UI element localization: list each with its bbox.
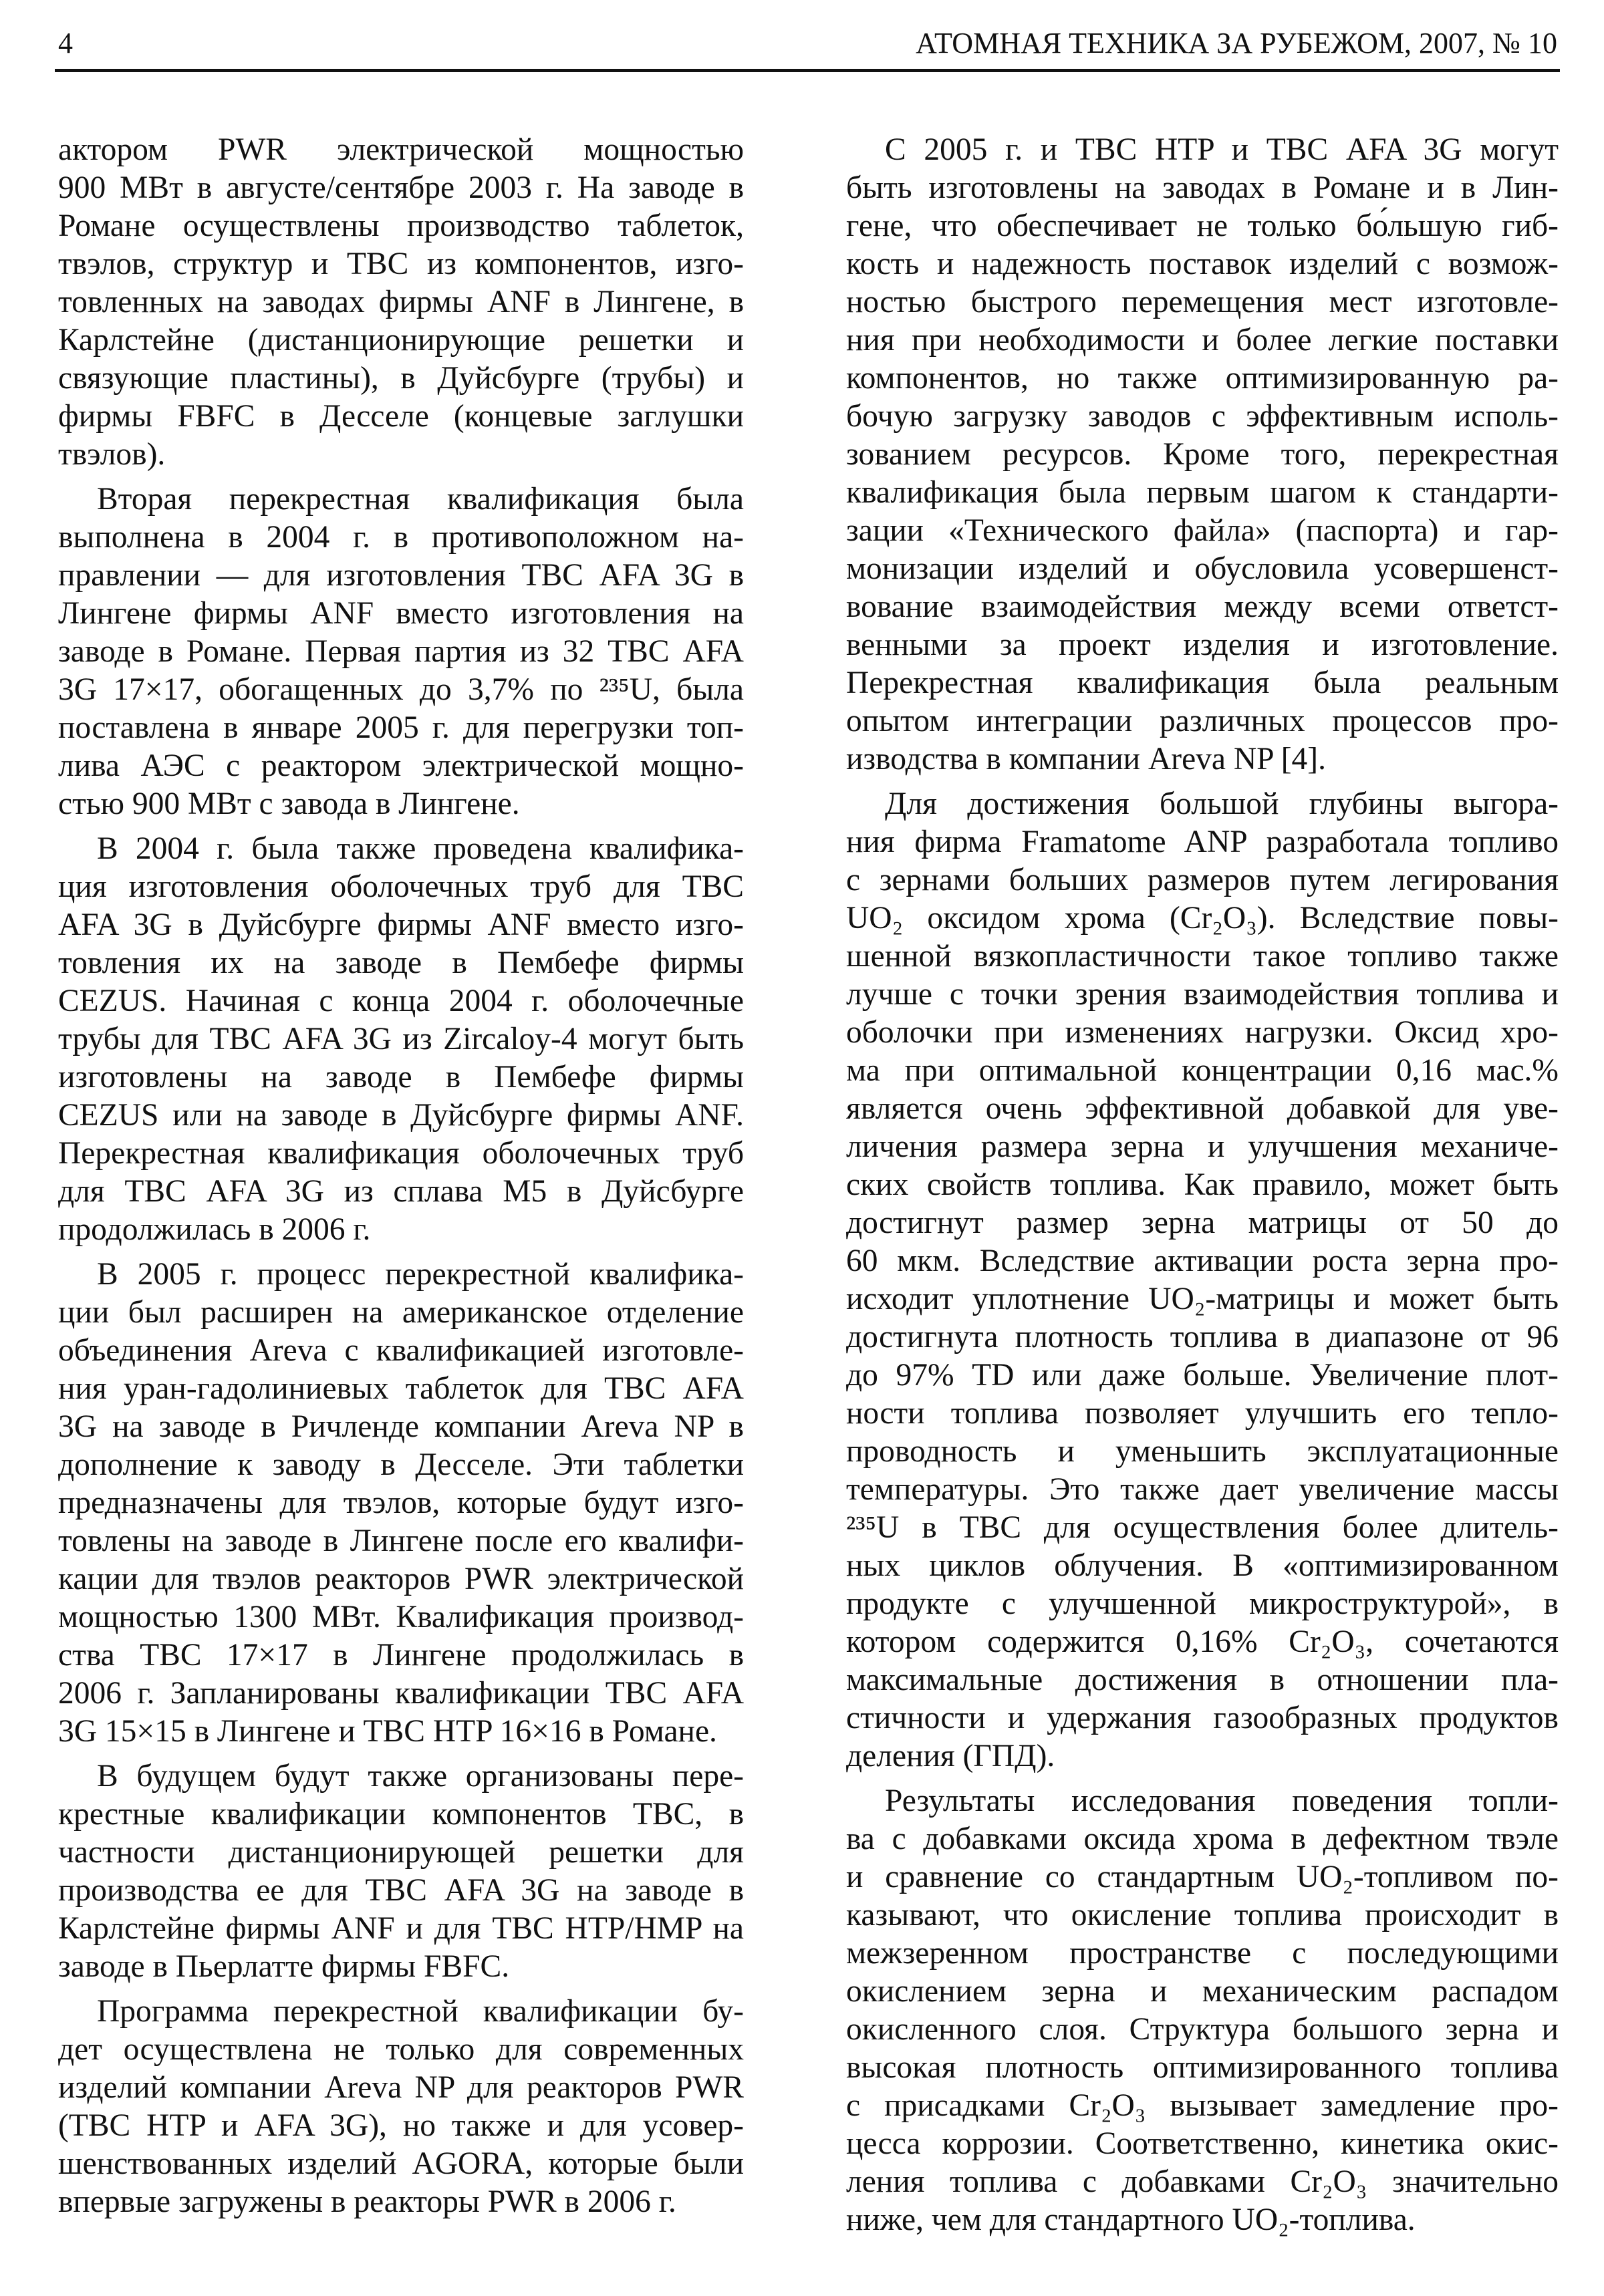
text-line: (ТВС HTP и AFA 3G), но также и для усовер- bbox=[58, 2108, 744, 2143]
text-line: ниже, чем для стандартного UO₂-топлива. bbox=[846, 2202, 1416, 2237]
text-line: выполнена в 2004 г. в противоположном на- bbox=[58, 520, 744, 555]
text-line: крестные квалификации компонентов ТВС, в bbox=[58, 1797, 744, 1832]
text-line: ских свойств топлива. Как правило, может быть bbox=[846, 1167, 1559, 1202]
text-line: вование взаимодействия между всеми ответст- bbox=[846, 589, 1559, 624]
text-line: является очень эффективной добавкой для уве- bbox=[846, 1091, 1559, 1126]
text-line: ция изготовления оболочечных труб для ТВС bbox=[58, 869, 744, 904]
paragraph bbox=[58, 131, 744, 474]
header-rule bbox=[55, 69, 1560, 72]
text-line: гене, что обеспечивает не только бо́льшую гиб- bbox=[846, 208, 1559, 243]
text-line: с присадками Cr₂O₃ вызывает замедление про- bbox=[846, 2088, 1559, 2123]
text-line: монизации изделий и обусловила усовершенст- bbox=[846, 551, 1559, 586]
page-number: 4 bbox=[58, 27, 73, 59]
text-line: дополнение к заводу в Десселе. Эти таблетки bbox=[58, 1447, 744, 1482]
text-line: котором содержится 0,16% Cr₂O₃, сочетаются bbox=[846, 1624, 1559, 1659]
text-line: В будущем будут также организованы пере- bbox=[97, 1759, 744, 1793]
paragraph bbox=[58, 830, 744, 1249]
text-line: казывают, что окисление топлива происходит в bbox=[846, 1898, 1559, 1932]
paragraph bbox=[846, 785, 1559, 1775]
text-line: 60 мкм. Вследствие активации роста зерна про- bbox=[846, 1244, 1559, 1278]
text-line: Перекрестная квалификация была реальным bbox=[846, 666, 1559, 700]
text-line: венными за проект изделия и изготовление. bbox=[846, 627, 1559, 662]
text-line: 900 МВт в августе/сентябре 2003 г. На заводе в bbox=[58, 170, 744, 205]
text-line: связующие пластины), в Дуйсбурге (трубы) и bbox=[58, 361, 744, 396]
text-line: ления топлива с добавками Cr₂O₃ значительно bbox=[846, 2164, 1559, 2199]
text-line: UO₂ оксидом хрома (Cr₂O₃). Вследствие повы- bbox=[846, 901, 1559, 936]
text-line: частности дистанционирующей решетки для bbox=[58, 1835, 744, 1870]
text-line: зации «Технического файла» (паспорта) и гар- bbox=[846, 513, 1559, 548]
text-line: и сравнение со стандартным UO₂-топливом по- bbox=[846, 1860, 1559, 1894]
text-line: ностью быстрого перемещения мест изготовле- bbox=[846, 285, 1559, 319]
text-line: Для достижения большой глубины выгора- bbox=[885, 786, 1559, 821]
text-line: до 97% TD или даже больше. Увеличение плот- bbox=[846, 1358, 1559, 1393]
text-line: зованием ресурсов. Кроме того, перекрестная bbox=[846, 437, 1559, 472]
text-line: заводе в Романе. Первая партия из 32 ТВС AFA bbox=[58, 634, 744, 669]
text-line: кации для твэлов реакторов PWR электрической bbox=[58, 1562, 744, 1596]
text-line: оболочки при изменениях нагрузки. Оксид хро- bbox=[846, 1015, 1559, 1050]
text-line: опытом интеграции различных процессов про- bbox=[846, 704, 1559, 738]
text-line: ва с добавками оксида хрома в дефектном твэле bbox=[846, 1822, 1559, 1856]
text-line: Результаты исследования поведения топли- bbox=[885, 1783, 1559, 1818]
text-line: С 2005 г. и ТВС HTP и ТВС AFA 3G могут bbox=[885, 132, 1559, 167]
text-line: максимальные достижения в отношении пла- bbox=[846, 1663, 1559, 1697]
text-line: ма при оптимальной концентрации 0,16 мас.% bbox=[846, 1053, 1559, 1088]
text-line: достигнут размер зерна матрицы от 50 до bbox=[846, 1205, 1559, 1240]
text-line: Программа перекрестной квалификации бу- bbox=[97, 1994, 744, 2029]
text-line: актором PWR электрической мощностью bbox=[58, 132, 744, 167]
text-line: ции был расширен на американское отделение bbox=[58, 1295, 744, 1330]
text-line: шенной вязкопластичности такое топливо также bbox=[846, 939, 1559, 974]
paragraph bbox=[58, 1256, 744, 1751]
text-line: с зернами больших размеров путем легирования bbox=[846, 863, 1559, 897]
text-line: фирмы FBFC в Десселе (концевые заглушки bbox=[58, 399, 744, 434]
text-line: 3G на заводе в Ричленде компании Areva NP в bbox=[58, 1409, 744, 1444]
paragraph bbox=[58, 480, 744, 823]
text-line: правлении — для изготовления ТВС AFA 3G в bbox=[58, 558, 744, 593]
paragraph bbox=[58, 1757, 744, 1986]
text-line: окисленного слоя. Структура большого зерна и bbox=[846, 2012, 1559, 2047]
left-column bbox=[58, 131, 744, 2228]
text-line: бочую загрузку заводов с эффективным исполь- bbox=[846, 399, 1559, 434]
text-line: шенствованных изделий AGORA, которые были bbox=[58, 2146, 744, 2181]
text-line: Карлстейне фирмы ANF и для ТВС HTP/HMP на bbox=[58, 1911, 744, 1946]
text-line: ства ТВС 17×17 в Лингене продолжилась в bbox=[58, 1638, 744, 1673]
paragraph bbox=[846, 131, 1559, 778]
paragraph bbox=[58, 1993, 744, 2221]
text-line: квалификация была первым шагом к стандарти- bbox=[846, 475, 1559, 510]
text-line: быть изготовлены на заводах в Романе и в Лин- bbox=[846, 170, 1559, 205]
text-line: 2006 г. Запланированы квалификации ТВС AFA bbox=[58, 1676, 744, 1711]
journal-running-title: АТОМНАЯ ТЕХНИКА ЗА РУБЕЖОМ, 2007, № 10 bbox=[916, 27, 1557, 59]
text-line: цесса коррозии. Соответственно, кинетика окис- bbox=[846, 2126, 1559, 2161]
text-line: заводе в Пьерлатте фирмы FBFC. bbox=[58, 1949, 510, 1984]
text-line: Вторая перекрестная квалификация была bbox=[97, 482, 744, 517]
text-line: окислением зерна и механическим распадом bbox=[846, 1974, 1559, 2009]
text-line: изделий компании Areva NP для реакторов PWR bbox=[58, 2070, 744, 2105]
text-line: продолжилась в 2006 г. bbox=[58, 1212, 371, 1247]
text-line: изводства в компании Areva NP [4]. bbox=[846, 742, 1326, 776]
text-line: стью 900 МВт с завода в Лингене. bbox=[58, 786, 520, 821]
text-line: В 2005 г. процесс перекрестной квалифика- bbox=[97, 1257, 744, 1292]
text-line: ности топлива позволяет улучшить его тепло- bbox=[846, 1396, 1559, 1431]
right-column bbox=[846, 131, 1559, 2246]
text-line: Перекрестная квалификация оболочечных труб bbox=[58, 1136, 744, 1171]
text-line: исходит уплотнение UO₂-матрицы и может быть bbox=[846, 1282, 1559, 1316]
paragraph bbox=[846, 1782, 1559, 2239]
text-line: трубы для ТВС AFA 3G из Zircaloy-4 могут быть bbox=[58, 1022, 744, 1056]
text-line: ных циклов облучения. В «оптимизированном bbox=[846, 1548, 1559, 1583]
text-line: 3G 17×17, обогащенных до 3,7% по ²³⁵U, была bbox=[58, 672, 744, 707]
text-line: ния уран-гадолиниевых таблеток для ТВС AFA bbox=[58, 1371, 744, 1406]
text-line: Лингене фирмы ANF вместо изготовления на bbox=[58, 596, 744, 631]
text-line: личения размера зерна и улучшения механиче- bbox=[846, 1129, 1559, 1164]
text-line: ния при необходимости и более легкие поставки bbox=[846, 323, 1559, 357]
text-line: AFA 3G в Дуйсбурге фирмы ANF вместо изго- bbox=[58, 907, 744, 942]
text-line: дет осуществлена не только для современных bbox=[58, 2032, 744, 2067]
text-line: стичности и удержания газообразных продуктов bbox=[846, 1701, 1559, 1735]
text-line: продукте с улучшенной микроструктурой», в bbox=[846, 1586, 1559, 1621]
text-line: кость и надежность поставок изделий с возмож- bbox=[846, 247, 1559, 281]
text-line: для ТВС AFA 3G из сплава M5 в Дуйсбурге bbox=[58, 1174, 744, 1209]
text-line: межзеренном пространстве с последующими bbox=[846, 1936, 1559, 1971]
text-line: впервые загружены в реакторы PWR в 2006 г. bbox=[58, 2184, 676, 2219]
text-line: производства ее для ТВС AFA 3G на заводе в bbox=[58, 1873, 744, 1908]
text-line: лива АЭС с реактором электрической мощно- bbox=[58, 748, 744, 783]
text-line: лучше с точки зрения взаимодействия топлива и bbox=[846, 977, 1559, 1012]
text-line: мощностью 1300 МВт. Квалификация производ- bbox=[58, 1600, 744, 1634]
text-line: твэлов). bbox=[58, 437, 166, 472]
text-line: CEZUS или на заводе в Дуйсбурге фирмы ANF. bbox=[58, 1098, 744, 1133]
text-line: товления их на заводе в Пембефе фирмы bbox=[58, 946, 744, 980]
text-line: товленных на заводах фирмы ANF в Лингене, в bbox=[58, 285, 744, 319]
text-line: CEZUS. Начиная с конца 2004 г. оболочечные bbox=[58, 984, 744, 1018]
text-line: товлены на заводе в Лингене после его квалифи- bbox=[58, 1524, 744, 1558]
text-line: проводность и уменьшить эксплуатационные bbox=[846, 1434, 1559, 1469]
text-line: Карлстейне (дистанционирующие решетки и bbox=[58, 323, 744, 357]
text-line: твэлов, структур и ТВС из компонентов, изго- bbox=[58, 247, 744, 281]
text-line: компонентов, но также оптимизированную ра- bbox=[846, 361, 1559, 396]
text-line: ния фирма Framatome ANP разработала топливо bbox=[846, 825, 1559, 859]
text-line: поставлена в январе 2005 г. для перегрузки топ- bbox=[58, 710, 744, 745]
text-line: объединения Areva с квалификацией изготовле- bbox=[58, 1333, 744, 1368]
text-line: достигнута плотность топлива в диапазоне от 96 bbox=[846, 1320, 1559, 1354]
text-line: изготовлены на заводе в Пембефе фирмы bbox=[58, 1060, 744, 1095]
text-line: ²³⁵U в ТВС для осуществления более длитель- bbox=[846, 1510, 1559, 1545]
text-line: деления (ГПД). bbox=[846, 1739, 1055, 1773]
text-line: температуры. Это также дает увеличение массы bbox=[846, 1472, 1559, 1507]
text-line: Романе осуществлены производство таблеток, bbox=[58, 208, 744, 243]
text-line: В 2004 г. была также проведена квалифика- bbox=[97, 831, 744, 866]
text-line: высокая плотность оптимизированного топлива bbox=[846, 2050, 1559, 2085]
text-line: предназначены для твэлов, которые будут изго- bbox=[58, 1485, 744, 1520]
text-line: 3G 15×15 в Лингене и ТВС HTP 16×16 в Романе. bbox=[58, 1714, 717, 1749]
